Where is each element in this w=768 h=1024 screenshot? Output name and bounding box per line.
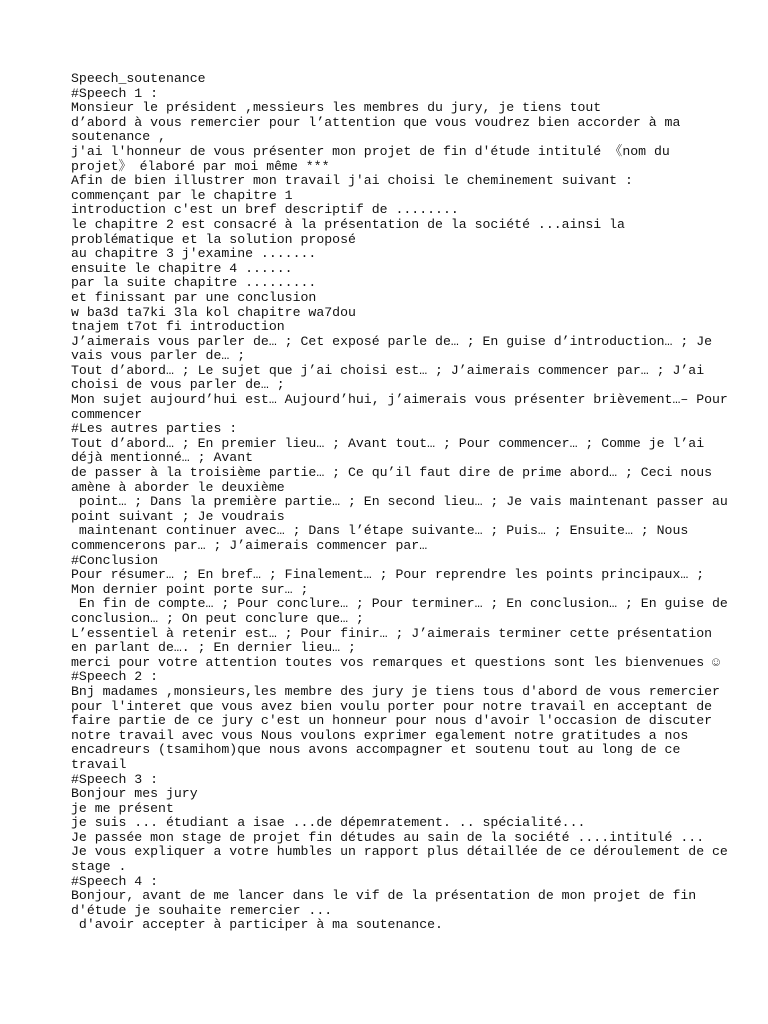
text-line: déjà mentionné… ; Avant xyxy=(71,450,254,466)
text-line: par la suite chapitre ......... xyxy=(71,275,317,291)
text-line: Mon dernier point porte sur… ; xyxy=(71,581,309,597)
text-line: #Speech 1 : xyxy=(71,85,159,101)
text-line: #Les autres parties : xyxy=(71,421,238,437)
text-line: Afin de bien illustrer mon travail j'ai choisi le cheminement suivant : xyxy=(71,173,633,189)
text-line: au chapitre 3 j'examine ....... xyxy=(71,246,317,262)
text-line: stage . xyxy=(71,859,127,875)
text-line: maintenant continuer avec… ; Dans l’étape suivante… ; Puis… ; Ensuite… ; Nous xyxy=(71,523,689,539)
text-line: introduction c'est un bref descriptif de ........ xyxy=(71,202,459,218)
text-line: w ba3d ta7ki 3la kol chapitre wa7dou xyxy=(71,304,356,320)
text-line: je me présent xyxy=(71,800,174,816)
text-line: choisi de vous parler de… ; xyxy=(71,377,285,393)
text-line: Pour résumer… ; En bref… ; Finalement… ; Pour reprendre les points principaux… ; xyxy=(71,567,705,583)
text-line: notre travail avec vous Nous voulons exprimer egalement notre gratitudes a nos xyxy=(71,727,689,743)
text-line: je suis ... étudiant a isae ...de dépemratement. .. spécialité... xyxy=(71,815,586,831)
text-line: de passer à la troisième partie… ; Ce qu’il faut dire de prime abord… ; Ceci nous xyxy=(71,465,713,481)
text-line: tnajem t7ot fi introduction xyxy=(71,319,285,335)
text-line: Speech_soutenance xyxy=(71,71,206,86)
text-line: #Speech 2 : xyxy=(71,669,159,685)
text-line: Mon sujet aujourd’hui est… Aujourd’hui, j’aimerais vous présenter brièvement…– Pour xyxy=(71,392,728,408)
text-line: Tout d’abord… ; En premier lieu… ; Avant tout… ; Pour commencer… ; Comme je l’ai xyxy=(71,435,705,451)
text-line: J’aimerais vous parler de… ; Cet exposé parle de… ; En guise d’introduction… ; Je xyxy=(71,333,713,349)
text-line: commencerons par… ; J’aimerais commencer par… xyxy=(71,538,428,553)
text-line: Je vous expliquer a votre humbles un rapport plus détaillée de ce déroulement de ce xyxy=(71,844,728,860)
text-line: point suivant ; Je voudrais xyxy=(71,508,285,524)
text-line: projet》 élaboré par moi même *** xyxy=(71,158,330,174)
text-line: Je passée mon stage de projet fin détudes au sain de la société ....intitulé ... xyxy=(71,829,705,845)
text-line: faire partie de ce jury c'est un honneur pour nous d'avoir l'occasion de discuter xyxy=(71,713,713,729)
text-line: Monsieur le président ,messieurs les membres du jury, je tiens tout xyxy=(71,100,602,116)
text-line: d’abord à vous remercier pour l’attention que vous voudrez bien accorder à ma xyxy=(71,114,681,130)
text-line: travail xyxy=(71,756,127,772)
text-line: problématique et la solution proposé xyxy=(71,231,356,247)
text-line: ensuite le chapitre 4 ...... xyxy=(71,260,293,276)
document-page xyxy=(71,72,731,933)
text-line: en parlant de…. ; En dernier lieu… ; xyxy=(71,640,356,656)
text-line: point… ; Dans la première partie… ; En second lieu… ; Je vais maintenant passer au xyxy=(71,494,728,510)
text-line: le chapitre 2 est consacré à la présentation de la société ...ainsi la xyxy=(71,216,625,232)
text-line: Bonjour mes jury xyxy=(71,786,198,802)
text-line: #Speech 4 : xyxy=(71,873,159,889)
text-line: Bonjour, avant de me lancer dans le vif de la présentation de mon projet de fin xyxy=(71,888,697,904)
text-line: soutenance , xyxy=(71,129,166,145)
text-line: #Conclusion xyxy=(71,552,159,568)
text-line: et finissant par une conclusion xyxy=(71,289,317,305)
text-line: encadreurs (tsamihom)que nous avons accompagner et soutenu tout au long de ce xyxy=(71,742,681,758)
text-line: conclusion… ; On peut conclure que… ; xyxy=(71,610,364,626)
text-line: vais vous parler de… ; xyxy=(71,348,246,364)
text-line: j'ai l'honneur de vous présenter mon projet de fin d'étude intitulé 《nom du xyxy=(71,143,670,159)
text-line: Bnj madames ,monsieurs,les membre des jury je tiens tous d'abord de vous remercier xyxy=(71,683,720,699)
text-line: Tout d’abord… ; Le sujet que j’ai choisi est… ; J’aimerais commencer par… ; J’ai xyxy=(71,362,705,378)
text-line: pour l'interet que vous avez bien voulu porter pour notre travail en acceptant de xyxy=(71,698,713,714)
text-line: amène à aborder le deuxième xyxy=(71,479,285,495)
text-line: L’essentiel à retenir est… ; Pour finir… ; J’aimerais terminer cette présentation xyxy=(71,625,713,641)
text-line: d'étude je souhaite remercier ... xyxy=(71,902,333,918)
text-line: #Speech 3 : xyxy=(71,771,159,787)
text-line: merci pour votre attention toutes vos remarques et questions sont les bienvenues ☺ xyxy=(71,654,720,670)
text-line: En fin de compte… ; Pour conclure… ; Pour terminer… ; En conclusion… ; En guise de xyxy=(71,596,728,612)
text-line: d'avoir accepter à participer à ma soutenance. xyxy=(71,917,443,933)
text-line: commençant par le chapitre 1 xyxy=(71,187,293,203)
text-line: commencer xyxy=(71,406,143,422)
